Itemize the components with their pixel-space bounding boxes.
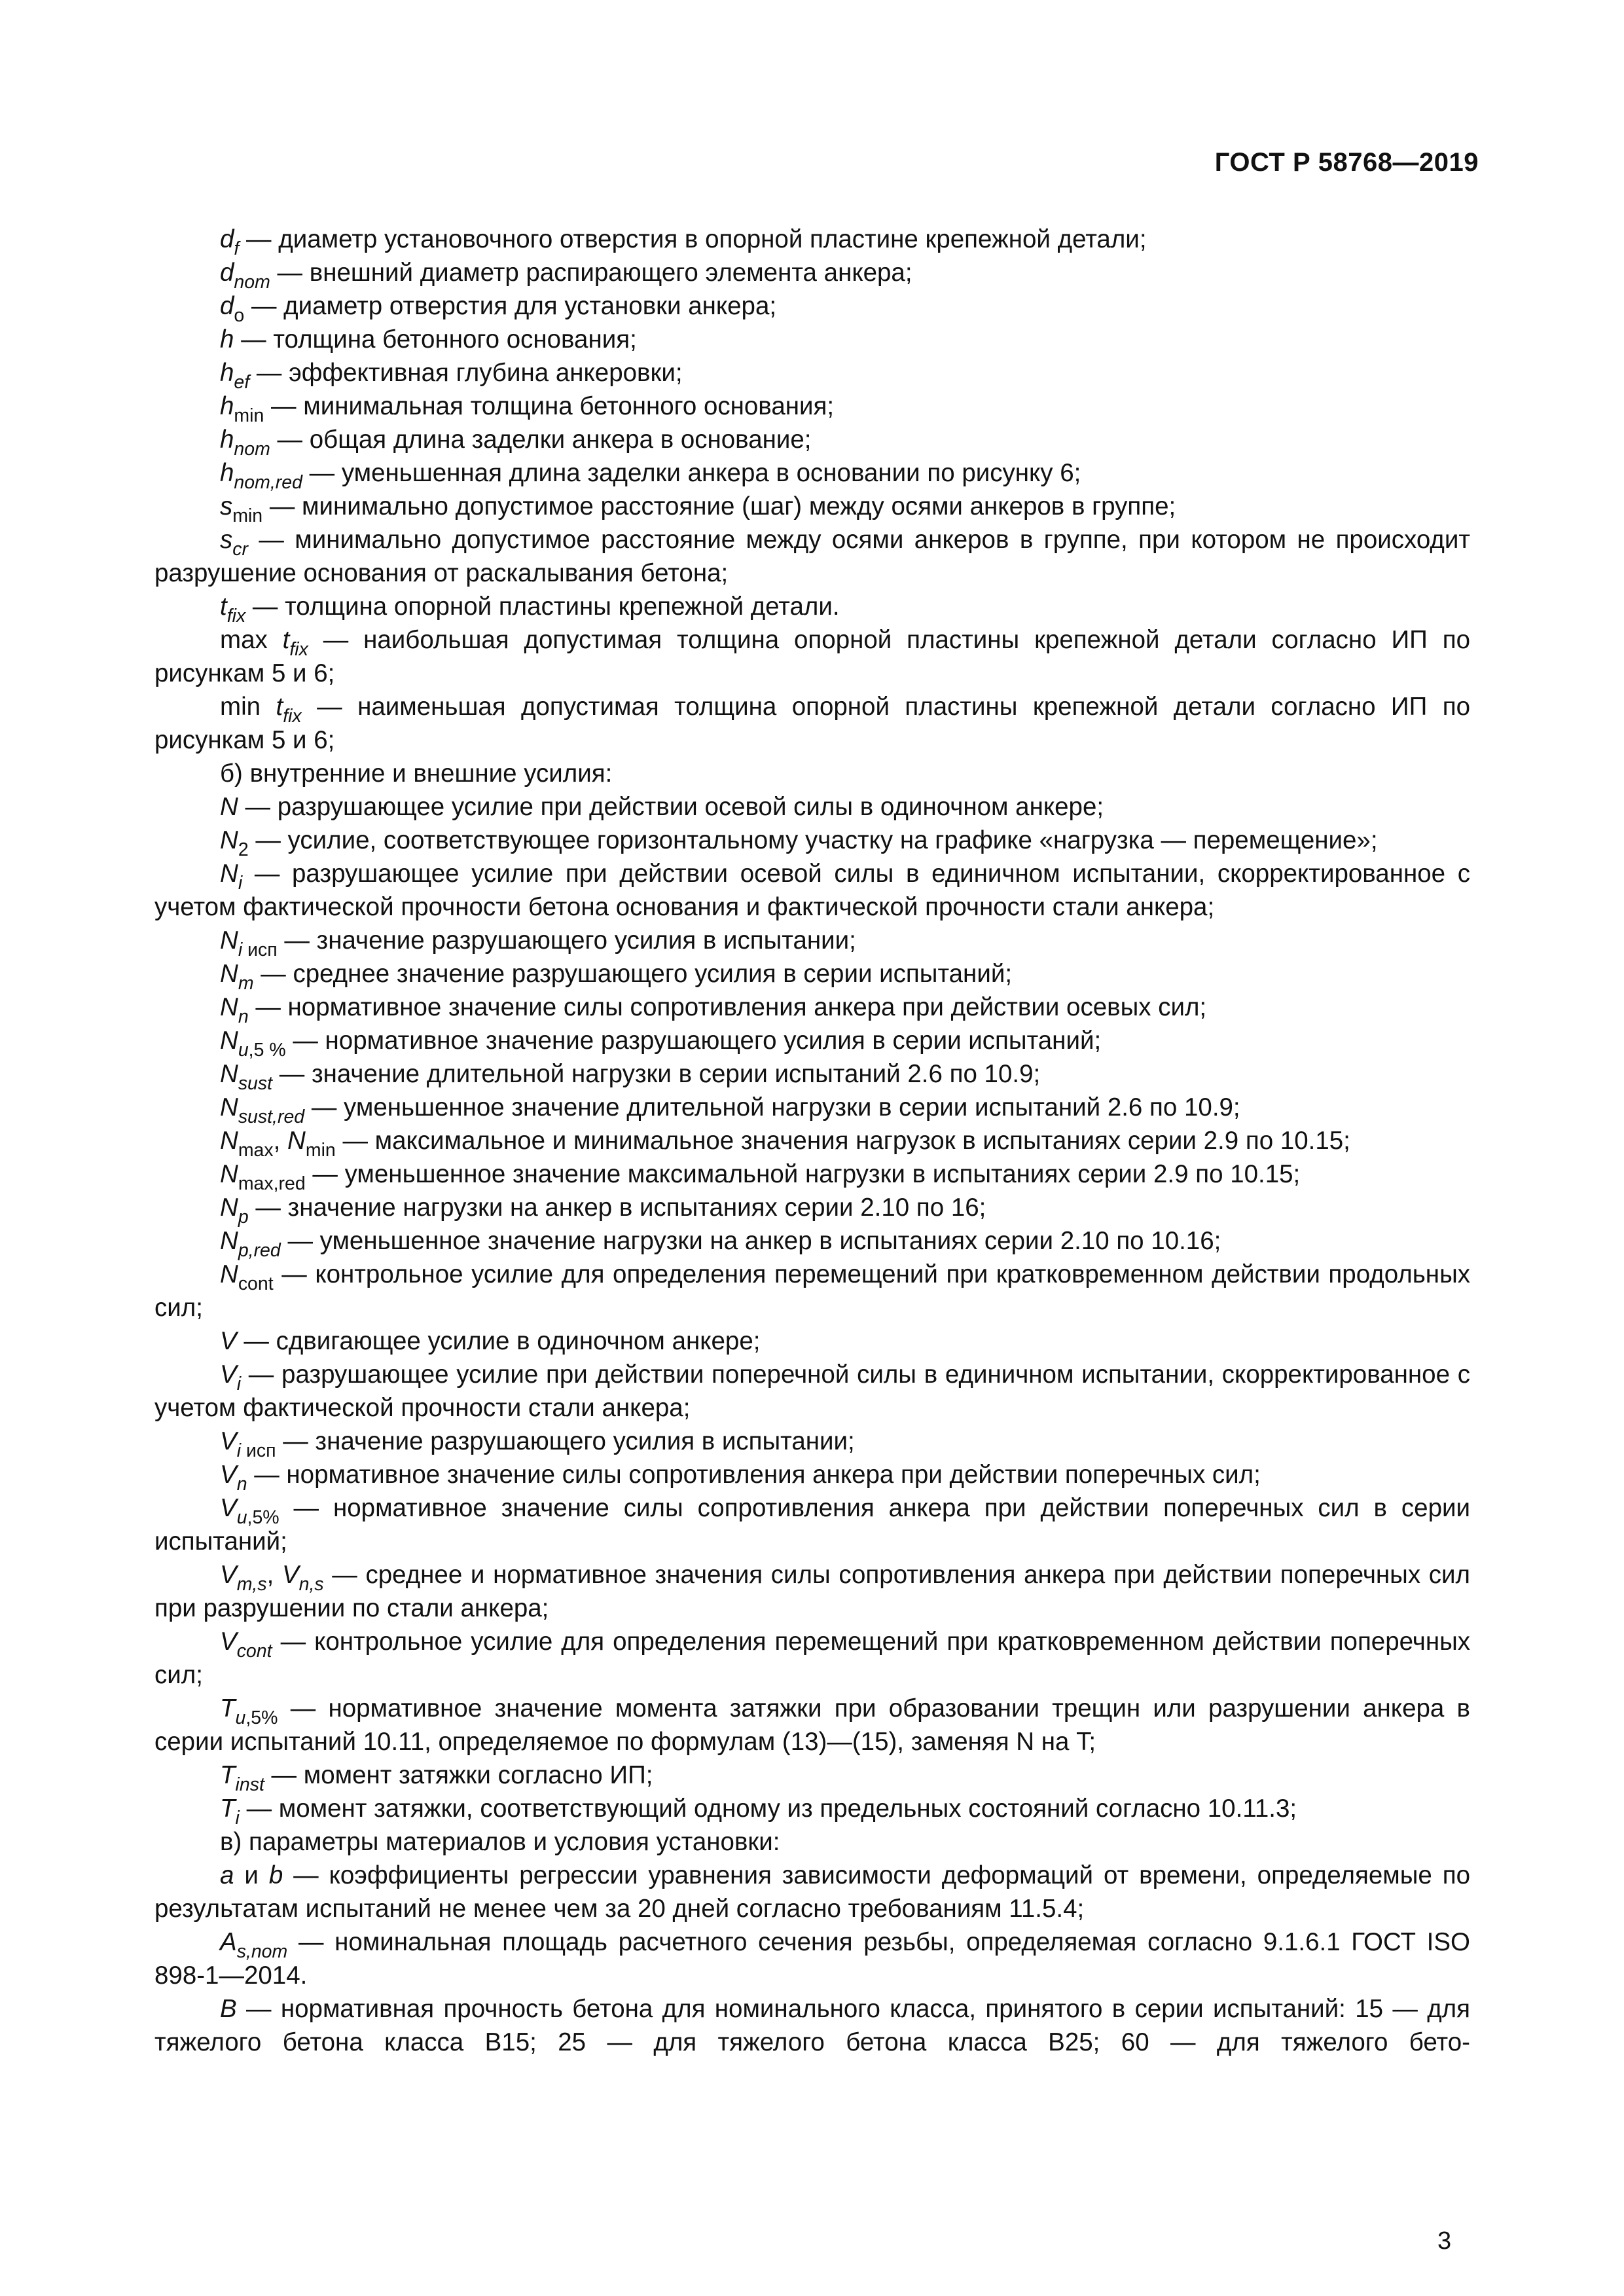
force-line: $N_i$ — разрушающее усилие при действии осевой силы в единичном испытании, скорректированное с учетом фактической прочности бетона основания и фактической прочности стали анкера;: [154, 860, 1470, 921]
definition-line: $s_{cr}$ — минимально допустимое расстояние между осями анкеров в группе, при котором не происходит разрушение основания от раскалывания бетона;: [154, 526, 1470, 587]
force-line: $V_{m,s}$, $V_{n,s}$ — среднее и нормативное значения силы сопротивления анкера при действии поперечных сил при разрушении по стали анкера;: [154, 1561, 1470, 1622]
section-heading-v: в) параметры материалов и условия установки:: [220, 1828, 780, 1856]
force-line: $V_i$ — разрушающее усилие при действии поперечной силы в единичном испытании, скорректированное с учетом фактической прочности стали анкера;: [154, 1360, 1470, 1422]
definition-line: $h_{min}$ — минимальная толщина бетонного основания;: [220, 392, 835, 426]
force-line: $N_{max,red}$ — уменьшенное значение максимальной нагрузки в испытаниях серии 2.9 по 10.15;: [220, 1160, 1301, 1194]
force-line: $T_{inst}$ — момент затяжки согласно ИП;: [220, 1761, 653, 1795]
definition-line: $d_o$ — диаметр отверстия для установки анкера;: [220, 292, 777, 326]
material-line: B — нормативная прочность бетона для номинального класса, принятого в серии испытаний: 15 — для тяжелого бетона класса В15; 25 — для тяжелого бетона класса В25; 60 — для тяжелого бето-: [154, 1995, 1470, 2056]
force-line: $T_{u,5\%}$ — нормативное значение момента затяжки при образовании трещин или разрушении анкера в серии испытаний 10.11, определяемое по формулам (13)—(15), заменяя N на T;: [154, 1694, 1470, 1756]
definition-line: $s_{min}$ — минимально допустимое расстояние (шаг) между осями анкеров в группе;: [220, 492, 1176, 526]
force-line: $T_i$ — момент затяжки, соответствующий одному из предельных состояний согласно 10.11.3;: [220, 1795, 1297, 1829]
definition-line: $d_{nom}$ — внешний диаметр распирающего элемента анкера;: [220, 259, 912, 293]
force-line: $V_n$ — нормативное значение силы сопротивления анкера при действии поперечных сил;: [220, 1461, 1261, 1495]
force-line: $V_{cont}$ — контрольное усилие для определения перемещений при кратковременном действии поперечных сил;: [154, 1628, 1470, 1689]
definition-line: $h_{ef}$ — эффективная глубина анкеровки;: [220, 359, 683, 393]
force-line: $V_{i исп}$ — значение разрушающего усилия в испытании;: [220, 1427, 855, 1461]
definition-line: $h_{nom,red}$ — уменьшенная длина заделки анкера в основании по рисунку 6;: [220, 459, 1081, 493]
definition-line: $t_{fix}$ — толщина опорной пластины крепежной детали.: [220, 592, 840, 627]
page-number: 3: [1437, 2227, 1452, 2255]
force-line: $N_p$ — значение нагрузки на анкер в испытаниях серии 2.10 по 16;: [220, 1194, 986, 1228]
force-line: $V_{u,5\%}$ — нормативное значение силы сопротивления анкера при действии поперечных сил в серии испытаний;: [154, 1494, 1470, 1556]
force-line: $N_m$ — среднее значение разрушающего усилия в серии испытаний;: [220, 960, 1013, 994]
force-line: $N_{sust}$ — значение длительной нагрузки в серии испытаний 2.6 по 10.9;: [220, 1060, 1041, 1094]
force-line: V — сдвигающее усилие в одиночном анкере;: [220, 1327, 761, 1355]
force-line: $N_n$ — нормативное значение силы сопротивления анкера при действии осевых сил;: [220, 993, 1207, 1027]
force-line: $N_{p,red}$ — уменьшенное значение нагрузки на анкер в испытаниях серии 2.10 по 10.16;: [220, 1227, 1221, 1261]
definition-line: $\max t_{fix}$ — наибольшая допустимая толщина опорной пластины крепежной детали согласно ИП по рисункам 5 и 6;: [154, 626, 1470, 687]
definition-line: $d_f$ — диаметр установочного отверстия в опорной пластине крепежной детали;: [220, 225, 1147, 259]
definition-line: h — толщина бетонного основания;: [220, 325, 637, 354]
force-line: $N_{sust,red}$ — уменьшенное значение длительной нагрузки в серии испытаний 2.6 по 10.9;: [220, 1093, 1240, 1127]
section-heading-b: б) внутренние и внешние усилия:: [220, 759, 613, 788]
force-line: $N_{max}$, $N_{min}$ — максимальное и минимальное значения нагрузок в испытаниях серии 2.9 по 10.15;: [220, 1127, 1350, 1161]
definition-line: $\min t_{fix}$ — наименьшая допустимая толщина опорной пластины крепежной детали согласно ИП по рисункам 5 и 6;: [154, 693, 1470, 754]
definition-line: $h_{nom}$ — общая длина заделки анкера в основание;: [220, 426, 812, 460]
force-line: $N_{u,5 \%}$ — нормативное значение разрушающего усилия в серии испытаний;: [220, 1027, 1102, 1061]
page-body: [154, 223, 1470, 2059]
force-line: $N_2$ — усилие, соответствующее горизонтальному участку на графике «нагрузка — перемещение»;: [220, 826, 1378, 860]
document-header: ГОСТ Р 58768—2019: [1214, 148, 1479, 177]
force-line: $N_{i исп}$ — значение разрушающего усилия в испытании;: [220, 926, 856, 960]
material-line: a и b — коэффициенты регрессии уравнения зависимости деформаций от времени, определяемые по результатам испытаний не менее чем за 20 дней согласно требованиям 11.5.4;: [154, 1861, 1470, 1923]
force-line: N — разрушающее усилие при действии осевой силы в одиночном анкере;: [220, 793, 1104, 821]
material-line: $A_{s,nom}$ — номинальная площадь расчетного сечения резьбы, определяемая согласно 9.1.6.1 ГОСТ ISO 898-1—2014.: [154, 1928, 1470, 1990]
force-line: $N_{cont}$ — контрольное усилие для определения перемещений при кратковременном действии продольных сил;: [154, 1260, 1470, 1322]
